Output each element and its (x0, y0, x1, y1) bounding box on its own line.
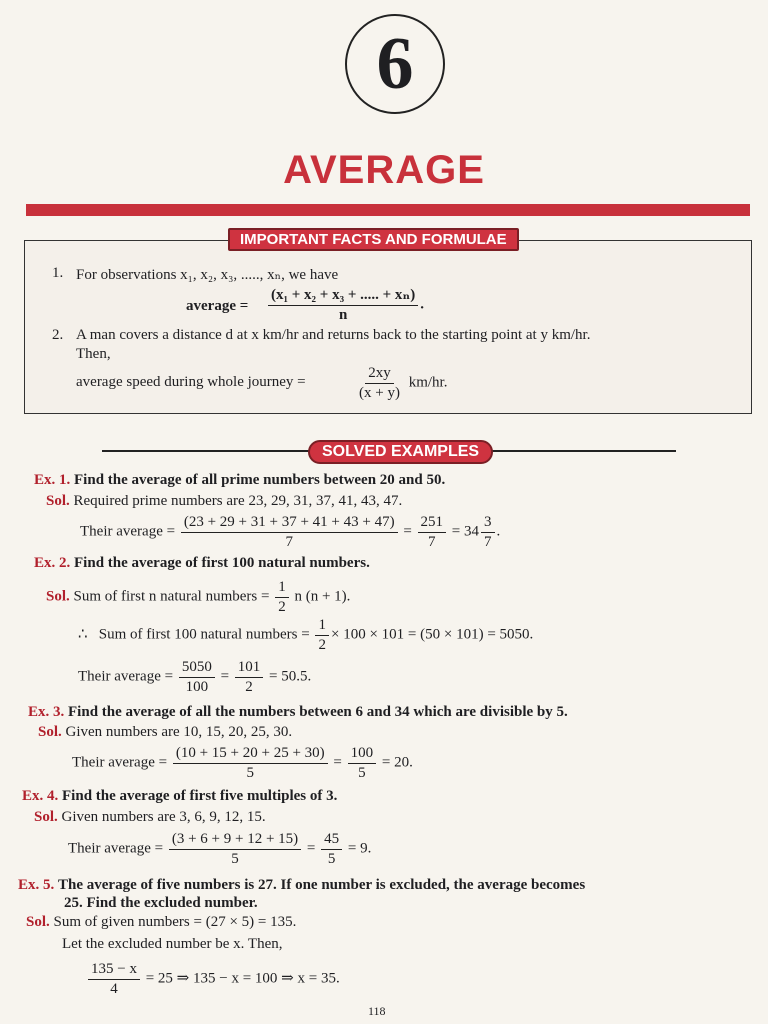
ex1-denominator: 7 (285, 533, 293, 550)
ex2-result: = 50.5. (269, 668, 312, 685)
ex1-sol-line: Required prime numbers are 23, 29, 31, 37, 41, 43, 47. (73, 493, 403, 509)
chapter-number-badge (345, 14, 445, 114)
ex4-avg-label: Their average = (68, 840, 164, 857)
ex1-sol-label: Sol. (46, 493, 70, 509)
fact-2-denominator: (x + y) (359, 384, 400, 401)
fact-2-line-2: Then, (76, 346, 111, 362)
ex3-avg-label: Their average = (72, 754, 168, 771)
ex2-sum-row (78, 616, 533, 655)
ex3-label: Ex. 3. (28, 704, 65, 720)
fact-1-numerator: (x₁ + x₂ + x₃ + ..... + xₙ) (268, 286, 418, 306)
ex2-half-denominator: 2 (278, 598, 286, 615)
ex3-result: = 20. (381, 754, 413, 771)
ex5-result: = 25 ⇒ 135 − x = 100 ⇒ x = 35. (145, 970, 340, 987)
ex1-sol-row (46, 493, 402, 510)
ex2-sol-row (46, 578, 350, 617)
ex4-label: Ex. 4. (22, 788, 59, 804)
fact-1-denominator: n (338, 306, 348, 323)
ex5-numerator: 135 − x (88, 960, 140, 980)
ex5-question-line-2: 25. Find the excluded number. (64, 895, 258, 911)
ex4-average-row: Their average = $\frac{(3 + 6 + 9 + 12 + 15)}{5}$ = $\frac{45}{5}$ = 9. (68, 831, 372, 867)
ex5-label: Ex. 5. (18, 877, 55, 893)
ex2-sol-label: Sol. (46, 588, 70, 605)
fact-1-intro: For observations x₁, x₂, x₃, ....., xₙ, we have (76, 267, 339, 283)
ex3-sol-row (38, 724, 292, 741)
ex3-sol-label: Sol. (38, 724, 62, 740)
ex5-sol-row (26, 914, 296, 931)
ex2-question: Find the average of first 100 natural numbers. (74, 555, 370, 571)
ex2-sum-half-numerator: 1 (315, 616, 329, 636)
ex4-denominator: 5 (231, 850, 239, 867)
ex5-sol-line-1: Sum of given numbers = (27 × 5) = 135. (53, 914, 297, 930)
ex3-question: Find the average of all the numbers between 6 and 34 which are divisible by 5. (68, 704, 568, 720)
fact-1-formula: $\frac{\text{(x₁ + x₂ + x₃ + ..... + xₙ)}}{n}$ . (266, 286, 424, 325)
ex5-equation-row (86, 960, 340, 999)
solved-heading: SOLVED EXAMPLES (308, 440, 493, 464)
ex1-result-numerator: 3 (481, 513, 495, 533)
ex1-label: Ex. 1. (34, 472, 71, 488)
therefore-symbol: ∴ (78, 626, 88, 643)
ex2-sum-lhs: Sum of first 100 natural numbers = (98, 626, 310, 643)
ex4-numerator-2: 45 (321, 830, 342, 850)
fact-2-line-1: A man covers a distance d at x km/hr and returns back to the starting point at y km/hr. (76, 327, 591, 343)
title-underline-bar (26, 204, 750, 216)
ex3-row (28, 704, 568, 721)
ex3-average-row: Their average = $\frac{(10 + 15 + 20 + 25 + 30)}{5}$ = $\frac{100}{5}$ = 20. (72, 745, 413, 781)
ex1-numerator-2: 251 (418, 513, 447, 533)
ex2-numerator-2: 101 (235, 658, 264, 678)
ex5-denominator: 4 (110, 980, 118, 997)
fact-2-number: 2. (52, 327, 64, 343)
ex1-average-row: Their average = $\frac{(23 + 29 + 31 + 37 + 41 + 43 + 47)}{7}$ = $\frac{251}{7}$ = 34 $\frac{3}{7}$ . (80, 514, 501, 550)
ex4-sol-line: Given numbers are 3, 6, 9, 12, 15. (61, 809, 266, 825)
ex4-denominator-2: 5 (327, 850, 336, 867)
fact-2-numerator: 2xy (365, 364, 394, 384)
ex2-sol-rhs: n (n + 1). (294, 588, 351, 605)
ex1-denominator-2: 7 (428, 533, 436, 550)
chapter-title: AVERAGE (283, 148, 485, 192)
ex1-row (34, 472, 445, 489)
fact-2-formula (354, 364, 447, 403)
ex1-numerator: (23 + 29 + 31 + 37 + 41 + 43 + 47) (181, 513, 398, 533)
ex4-row (22, 788, 337, 805)
ex5-sol-label: Sol. (26, 914, 50, 930)
fact-1-number: 1. (52, 265, 64, 281)
ex4-numerator: (3 + 6 + 9 + 12 + 15) (169, 830, 301, 850)
ex3-numerator: (10 + 15 + 20 + 25 + 30) (173, 744, 328, 764)
ex2-sum-rhs: × 100 × 101 = (50 × 101) = 5050. (330, 626, 534, 643)
ex2-sum-half-denominator: 2 (318, 636, 326, 653)
page-number: 118 (368, 1004, 386, 1018)
ex1-question: Find the average of all prime numbers between 20 and 50. (74, 472, 446, 488)
ex2-sol-lhs: Sum of first n natural numbers = (73, 588, 270, 605)
ex5-question-line-1: The average of five numbers is 27. If one number is excluded, the average becomes (58, 877, 586, 893)
ex1-avg-label: Their average = (80, 523, 176, 540)
ex5-sol-line-2: Let the excluded number be x. Then, (62, 936, 283, 952)
ex1-result-denominator: 7 (484, 533, 492, 550)
ex2-denominator: 100 (185, 678, 209, 695)
ex2-label: Ex. 2. (34, 555, 71, 571)
ex2-half-numerator: 1 (275, 578, 289, 598)
ex1-result-whole: = 34 (451, 523, 480, 540)
chapter-number: 6 (376, 23, 414, 105)
ex2-average-row: Their average = $\frac{5050}{100}$ = $\frac{101}{2}$ = 50.5. (78, 659, 312, 695)
ex4-sol-label: Sol. (34, 809, 58, 825)
ex2-avg-label: Their average = (78, 668, 174, 685)
ex2-numerator: 5050 (179, 658, 215, 678)
ex5-row (18, 877, 585, 894)
ex4-result: = 9. (347, 840, 372, 857)
fact-1-lhs: average = (186, 298, 249, 314)
facts-heading: IMPORTANT FACTS AND FORMULAE (228, 228, 519, 251)
ex2-denominator-2: 2 (245, 678, 253, 695)
ex3-numerator-2: 100 (348, 744, 377, 764)
fact-2-unit: km/hr. (408, 374, 448, 391)
fact-2-lhs: average speed during whole journey = (76, 374, 306, 390)
ex3-denominator-2: 5 (358, 764, 366, 781)
ex3-sol-line: Given numbers are 10, 15, 20, 25, 30. (65, 724, 293, 740)
ex3-denominator: 5 (246, 764, 254, 781)
ex4-question: Find the average of first five multiples of 3. (62, 788, 338, 804)
ex4-sol-row (34, 809, 266, 826)
ex2-row (34, 555, 370, 572)
